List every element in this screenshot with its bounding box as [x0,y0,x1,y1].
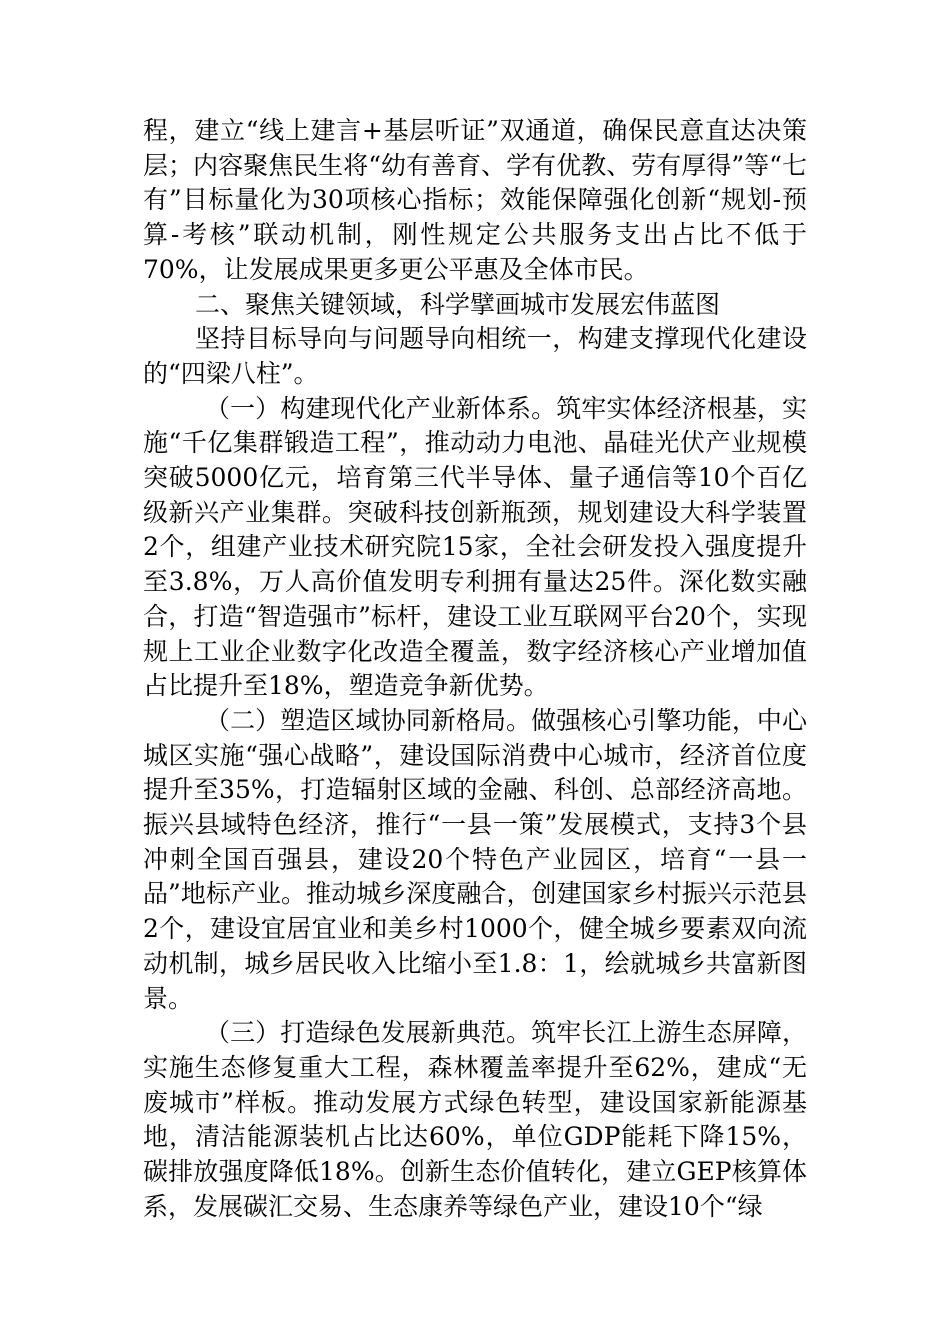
paragraph-item-3: （三）打造绿色发展新典范。筑牢长江上游生态屏障，实施生态修复重大工程，森林覆盖率提升至62%，建成“无废城市”样板。推动发展方式绿色转型，建设国家新能源基地，清洁能源装机占比达60%，单位GDP能耗下降15%，碳排放强度降低18%。创新生态价值转化，建立GEP核算体系，发展碳汇交易、生态康养等绿色产业，建设10个“绿 [143,1018,807,1221]
paragraph-intro: 坚持目标导向与问题导向相统一，构建支撑现代化建设的“四梁八柱”。 [143,324,807,388]
section-heading: 二、聚焦关键领域，科学擘画城市发展宏伟蓝图 [195,289,721,319]
document-body [143,114,807,1225]
paragraph-item-2: （二）塑造区域协同新格局。做强核心引擎功能，中心城区实施“强心战略”，建设国际消费中心城市，经济首位度提升至35%，打造辐射区域的金融、科创、总部经济高地。振兴县域特色经济，推行“一县一策”发展模式，支持3个县冲刺全国百强县，建设20个特色产业园区，培育“一县一品”地标产业。推动城乡深度融合，创建国家乡村振兴示范县2个，建设宜居宜业和美乡村1000个，健全城乡要素双向流动机制，城乡居民收入比缩小至1.8：1，绘就城乡共富新图景。 [143,705,807,1013]
paragraph-continuation: 程，建立“线上建言+基层听证”双通道，确保民意直达决策层；内容聚焦民生将“幼有善育、学有优教、劳有厚得”等“七有”目标量化为30项核心指标；效能保障强化创新“规划-预算-考核”联动机制，刚性规定公共服务支出占比不低于70%，让发展成果更多更公平惠及全体市民。 [143,116,807,284]
paragraph-item-1: （一）构建现代化产业新体系。筑牢实体经济根基，实施“千亿集群锻造工程”，推动动力电池、晶硅光伏产业规模突破5000亿元，培育第三代半导体、量子通信等10个百亿级新兴产业集群。突破科技创新瓶颈，规划建设大科学装置2个，组建产业技术研究院15家，全社会研发投入强度提升至3.8%，万人高价值发明专利拥有量达25件。深化数实融合，打造“智造强市”标杆，建设工业互联网平台20个，实现规上工业企业数字化改造全覆盖，数字经济核心产业增加值占比提升至18%，塑造竞争新优势。 [143,393,807,701]
